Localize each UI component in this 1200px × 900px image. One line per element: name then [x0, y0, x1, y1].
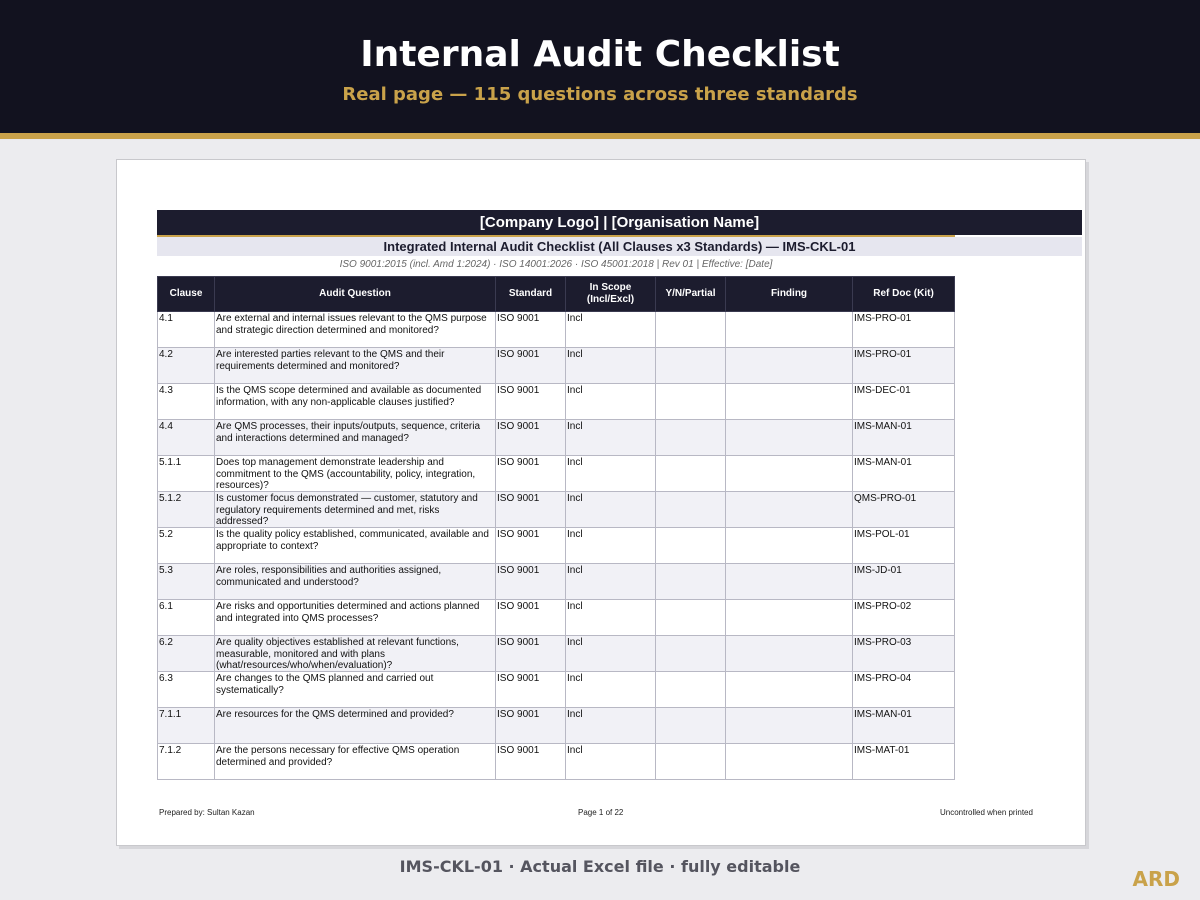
cell-in-scope[interactable] [566, 672, 656, 708]
cell-ref-doc[interactable] [853, 528, 955, 564]
cell-standard-text: ISO 9001 [497, 565, 540, 576]
cell-finding[interactable] [726, 420, 853, 456]
cell-in-scope-text: Incl [567, 349, 583, 360]
cell-clause[interactable] [158, 348, 215, 384]
cell-finding[interactable] [726, 456, 853, 492]
cell-in-scope[interactable] [566, 348, 656, 384]
cell-audit-question-text: Is the QMS scope determined and available as documented information, with any non-applicable clauses justified? [216, 385, 482, 408]
cell-clause[interactable] [158, 456, 215, 492]
cell-ref-doc-text: IMS-PRO-02 [854, 601, 912, 612]
cell-ref-doc[interactable] [853, 492, 955, 528]
cell-clause-text: 6.2 [159, 637, 173, 648]
cell-audit-question-text: Are resources for the QMS determined and provided? [216, 709, 454, 720]
cell-ref-doc-text: IMS-MAN-01 [854, 421, 912, 432]
cell-standard-text: ISO 9001 [497, 601, 540, 612]
cell-ynp[interactable] [656, 420, 726, 456]
preview-caption: IMS-CKL-01 · Actual Excel file · fully editable [399, 857, 801, 876]
cell-standard[interactable] [496, 744, 566, 780]
cell-in-scope[interactable] [566, 636, 656, 672]
cell-ynp[interactable] [656, 600, 726, 636]
cell-audit-question-text: Is customer focus demonstrated — customer, statutory and regulatory requirements determined and met, risks addressed? [216, 493, 478, 527]
cell-audit-question[interactable] [215, 492, 496, 528]
cell-audit-question[interactable] [215, 564, 496, 600]
cell-clause-text: 4.1 [159, 313, 173, 324]
cell-clause[interactable] [158, 492, 215, 528]
cell-audit-question[interactable] [215, 744, 496, 780]
cell-in-scope-text: Incl [567, 565, 583, 576]
cell-clause[interactable] [158, 744, 215, 780]
cell-in-scope[interactable] [566, 492, 656, 528]
spreadsheet-preview [116, 159, 1086, 846]
footer-prepared-by: Prepared by: Sultan Kazan [159, 808, 255, 817]
cell-clause-text: 5.1.2 [159, 493, 182, 504]
hero-banner [0, 0, 1200, 133]
cell-audit-question-text: Is the quality policy established, communicated, available and appropriate to context? [216, 529, 489, 552]
cell-ref-doc-text: IMS-MAN-01 [854, 457, 912, 468]
table-row [158, 420, 955, 456]
table-row [158, 528, 955, 564]
cell-ref-doc[interactable] [853, 456, 955, 492]
cell-standard[interactable] [496, 708, 566, 744]
cell-in-scope[interactable] [566, 528, 656, 564]
cell-ynp[interactable] [656, 384, 726, 420]
cell-finding[interactable] [726, 564, 853, 600]
cell-ref-doc-text: IMS-JD-01 [854, 565, 902, 576]
table-row [158, 708, 955, 744]
footer-uncontrolled: Uncontrolled when printed [940, 808, 1033, 817]
table-row [158, 384, 955, 420]
cell-audit-question-text: Are interested parties relevant to the QMS and their requirements determined and monitored? [216, 349, 445, 372]
cell-ref-doc[interactable] [853, 672, 955, 708]
cell-audit-question[interactable] [215, 708, 496, 744]
cell-in-scope-text: Incl [567, 313, 583, 324]
cell-ynp[interactable] [656, 636, 726, 672]
cell-in-scope-text: Incl [567, 709, 583, 720]
cell-finding[interactable] [726, 348, 853, 384]
cell-in-scope[interactable] [566, 744, 656, 780]
banner-gold-rule [0, 133, 1200, 139]
banner-title: Internal Audit Checklist [360, 34, 840, 75]
cell-finding[interactable] [726, 600, 853, 636]
cell-in-scope-text: Incl [567, 421, 583, 432]
cell-clause[interactable] [158, 384, 215, 420]
cell-ref-doc-text: IMS-PRO-01 [854, 313, 912, 324]
cell-ynp[interactable] [656, 564, 726, 600]
cell-clause[interactable] [158, 312, 215, 348]
cell-ynp[interactable] [656, 708, 726, 744]
cell-finding[interactable] [726, 492, 853, 528]
table-row [158, 672, 955, 708]
cell-audit-question[interactable] [215, 348, 496, 384]
cell-audit-question[interactable] [215, 312, 496, 348]
cell-audit-question-text: Are roles, responsibilities and authorities assigned, communicated and understood? [216, 565, 442, 588]
cell-audit-question[interactable] [215, 672, 496, 708]
cell-standard-text: ISO 9001 [497, 529, 540, 540]
col-header-ynp: Y/N/Partial [656, 277, 726, 312]
cell-ynp[interactable] [656, 312, 726, 348]
cell-audit-question[interactable] [215, 528, 496, 564]
col-header-in-scope: In Scope (Incl/Excl) [566, 277, 656, 312]
cell-finding[interactable] [726, 528, 853, 564]
cell-standard[interactable] [496, 384, 566, 420]
cell-standard-text: ISO 9001 [497, 637, 540, 648]
cell-clause-text: 4.4 [159, 421, 173, 432]
cell-ref-doc-text: IMS-DEC-01 [854, 385, 911, 396]
cell-in-scope-text: Incl [567, 457, 583, 468]
cell-clause[interactable] [158, 420, 215, 456]
cell-audit-question-text: Are the persons necessary for effective QMS operation determined and provided? [216, 745, 460, 768]
cell-standard[interactable] [496, 492, 566, 528]
cell-standard-text: ISO 9001 [497, 421, 540, 432]
company-logo-bar: [Company Logo] | [Organisation Name] [157, 210, 1082, 235]
cell-in-scope[interactable] [566, 600, 656, 636]
cell-ref-doc-text: IMS-MAN-01 [854, 709, 912, 720]
cell-in-scope[interactable] [566, 708, 656, 744]
cell-ref-doc[interactable] [853, 708, 955, 744]
cell-standard[interactable] [496, 600, 566, 636]
cell-standard-text: ISO 9001 [497, 709, 540, 720]
cell-standard-text: ISO 9001 [497, 673, 540, 684]
table-header-row [158, 277, 955, 312]
col-header-finding: Finding [726, 277, 853, 312]
cell-ref-doc[interactable] [853, 564, 955, 600]
checklist-title: Integrated Internal Audit Checklist (All Clauses x3 Standards) — IMS-CKL-01 [157, 237, 1082, 256]
cell-in-scope[interactable] [566, 456, 656, 492]
cell-ref-doc[interactable] [853, 384, 955, 420]
cell-audit-question[interactable] [215, 384, 496, 420]
table-row [158, 348, 955, 384]
cell-standard[interactable] [496, 456, 566, 492]
cell-in-scope[interactable] [566, 384, 656, 420]
cell-standard[interactable] [496, 420, 566, 456]
cell-finding[interactable] [726, 708, 853, 744]
audit-table-body [158, 312, 955, 780]
cell-ynp[interactable] [656, 672, 726, 708]
cell-clause[interactable] [158, 708, 215, 744]
cell-audit-question[interactable] [215, 636, 496, 672]
cell-in-scope-text: Incl [567, 601, 583, 612]
cell-standard[interactable] [496, 528, 566, 564]
cell-clause-text: 4.2 [159, 349, 173, 360]
cell-clause[interactable] [158, 528, 215, 564]
cell-standard-text: ISO 9001 [497, 385, 540, 396]
cell-clause-text: 5.2 [159, 529, 173, 540]
cell-ref-doc[interactable] [853, 348, 955, 384]
table-row [158, 744, 955, 780]
cell-clause-text: 5.3 [159, 565, 173, 576]
cell-clause-text: 4.3 [159, 385, 173, 396]
cell-standard[interactable] [496, 312, 566, 348]
cell-finding[interactable] [726, 744, 853, 780]
cell-standard[interactable] [496, 564, 566, 600]
cell-finding[interactable] [726, 384, 853, 420]
cell-ynp[interactable] [656, 744, 726, 780]
table-row [158, 636, 955, 672]
cell-standard-text: ISO 9001 [497, 493, 540, 504]
col-header-clause: Clause [158, 277, 215, 312]
cell-in-scope[interactable] [566, 312, 656, 348]
brand-mark: ARD [1132, 867, 1180, 891]
cell-finding[interactable] [726, 636, 853, 672]
cell-ref-doc-text: IMS-PRO-01 [854, 349, 912, 360]
cell-in-scope[interactable] [566, 564, 656, 600]
cell-ref-doc-text: IMS-POL-01 [854, 529, 910, 540]
cell-clause[interactable] [158, 672, 215, 708]
cell-ynp[interactable] [656, 528, 726, 564]
col-header-standard: Standard [496, 277, 566, 312]
cell-ref-doc-text: IMS-MAT-01 [854, 745, 910, 756]
cell-standard[interactable] [496, 672, 566, 708]
cell-audit-question-text: Does top management demonstrate leadership and commitment to the QMS (accountability, policy, integration, resources)? [216, 457, 476, 491]
cell-clause-text: 7.1.2 [159, 745, 182, 756]
cell-in-scope-text: Incl [567, 493, 583, 504]
cell-ref-doc[interactable] [853, 600, 955, 636]
cell-audit-question-text: Are QMS processes, their inputs/outputs, sequence, criteria and interactions determined and managed? [216, 421, 481, 444]
cell-clause-text: 5.1.1 [159, 457, 182, 468]
cell-audit-question-text: Are external and internal issues relevant to the QMS purpose and strategic direction determined and monitored? [216, 313, 487, 336]
cell-finding[interactable] [726, 672, 853, 708]
cell-standard-text: ISO 9001 [497, 313, 540, 324]
cell-clause-text: 6.1 [159, 601, 173, 612]
cell-ref-doc-text: QMS-PRO-01 [854, 493, 917, 504]
cell-standard-text: ISO 9001 [497, 457, 540, 468]
table-row [158, 312, 955, 348]
cell-audit-question-text: Are quality objectives established at relevant functions, measurable, monitored and with plans (what/resources/who/when/evaluation)? [216, 637, 459, 671]
cell-in-scope-text: Incl [567, 637, 583, 648]
cell-ref-doc[interactable] [853, 636, 955, 672]
cell-standard[interactable] [496, 348, 566, 384]
cell-ynp[interactable] [656, 348, 726, 384]
cell-clause[interactable] [158, 636, 215, 672]
col-header-audit-question: Audit Question [215, 277, 496, 312]
cell-ref-doc-text: IMS-PRO-04 [854, 673, 912, 684]
cell-audit-question[interactable] [215, 456, 496, 492]
cell-standard[interactable] [496, 636, 566, 672]
cell-in-scope-text: Incl [567, 529, 583, 540]
standards-meta-line: ISO 9001:2015 (incl. Amd 1:2024) · ISO 14001:2026 · ISO 45001:2018 | Rev 01 | Effective: [Date] [339, 259, 773, 270]
cell-ref-doc[interactable] [853, 312, 955, 348]
cell-audit-question-text: Are changes to the QMS planned and carried out systematically? [216, 673, 434, 696]
cell-finding[interactable] [726, 312, 853, 348]
cell-standard-text: ISO 9001 [497, 745, 540, 756]
col-header-ref-doc: Ref Doc (Kit) [853, 277, 955, 312]
cell-ref-doc[interactable] [853, 744, 955, 780]
table-row [158, 600, 955, 636]
cell-in-scope-text: Incl [567, 385, 583, 396]
cell-audit-question[interactable] [215, 600, 496, 636]
cell-ynp[interactable] [656, 492, 726, 528]
audit-checklist-table [157, 276, 955, 780]
table-row [158, 456, 955, 492]
cell-ref-doc[interactable] [853, 420, 955, 456]
cell-standard-text: ISO 9001 [497, 349, 540, 360]
table-row [158, 564, 955, 600]
cell-ynp[interactable] [656, 456, 726, 492]
cell-in-scope-text: Incl [567, 673, 583, 684]
table-row [158, 492, 955, 528]
cell-clause-text: 6.3 [159, 673, 173, 684]
banner-subtitle: Real page — 115 questions across three standards [342, 84, 858, 105]
cell-clause-text: 7.1.1 [159, 709, 182, 720]
footer-page-number: Page 1 of 22 [578, 808, 624, 817]
cell-audit-question[interactable] [215, 420, 496, 456]
cell-clause[interactable] [158, 600, 215, 636]
cell-in-scope[interactable] [566, 420, 656, 456]
cell-ref-doc-text: IMS-PRO-03 [854, 637, 912, 648]
cell-clause[interactable] [158, 564, 215, 600]
cell-audit-question-text: Are risks and opportunities determined and actions planned and integrated into QMS processes? [216, 601, 480, 624]
cell-in-scope-text: Incl [567, 745, 583, 756]
